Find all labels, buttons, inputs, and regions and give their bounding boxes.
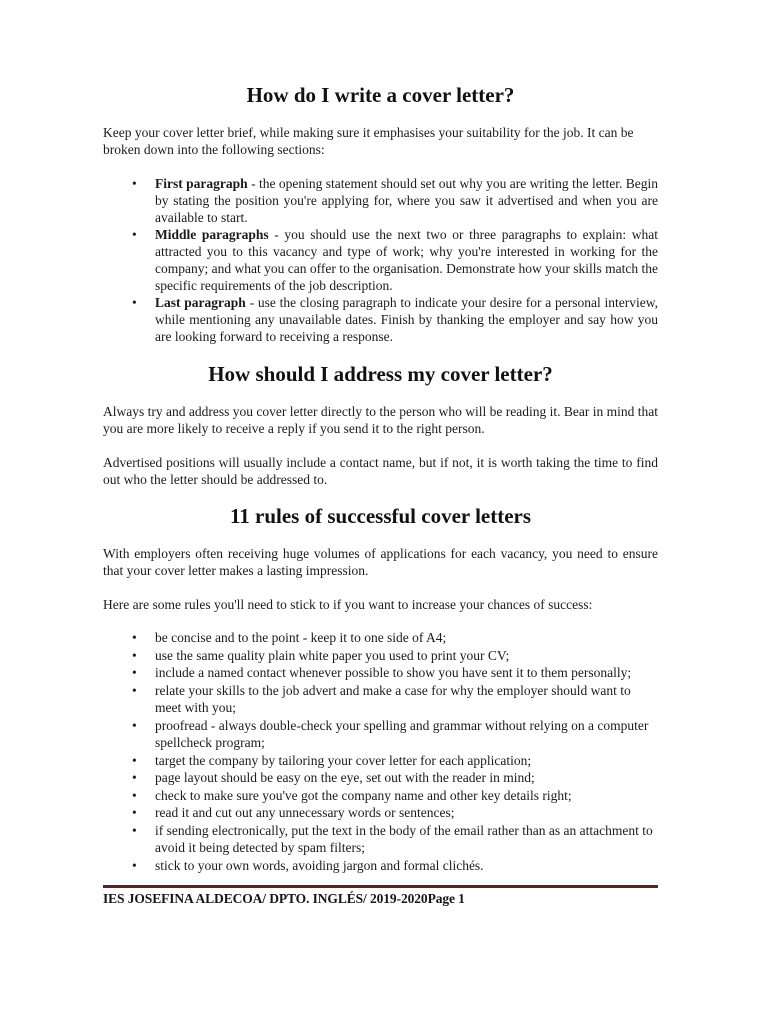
list-item-lead: Last paragraph xyxy=(155,295,246,310)
list-item-lead: First paragraph xyxy=(155,176,248,191)
rule-item: • be concise and to the point - keep it to one side of A4; xyxy=(103,629,658,647)
list-item xyxy=(103,226,658,294)
section-title-write-cover-letter: How do I write a cover letter? xyxy=(246,83,515,107)
rule-item: • if sending electronically, put the text in the body of the email rather than as an attachment to avoid it being detected by spam filters; xyxy=(103,822,658,857)
rule-item: • page layout should be easy on the eye, set out with the reader in mind; xyxy=(103,769,658,787)
rule-item: • stick to your own words, avoiding jargon and formal clichés. xyxy=(103,857,658,875)
paragraph: Advertised positions will usually include a contact name, but if not, it is worth taking the time to find out who the letter should be addressed to. xyxy=(103,455,658,487)
rule-item: • proofread - always double-check your spelling and grammar without relying on a computer spellcheck program; xyxy=(103,717,658,752)
rule-item: • read it and cut out any unnecessary words or sentences; xyxy=(103,804,658,822)
cover-letter-sections-list xyxy=(103,175,658,345)
section-title-11-rules: 11 rules of successful cover letters xyxy=(229,504,532,528)
rule-item: • target the company by tailoring your cover letter for each application; xyxy=(103,752,658,770)
paragraph: Here are some rules you'll need to stick to if you want to increase your chances of success: xyxy=(103,597,593,612)
footer-text: IES JOSEFINA ALDECOA/ DPTO. INGLÉS/ 2019-2020Page 1 xyxy=(103,891,465,906)
list-item-text: - the opening statement should set out why you are writing the letter. Begin by stating the position you're applying for, where you saw it advertised and when you are available to start. xyxy=(155,176,659,225)
rule-item: • include a named contact whenever possible to show you have sent it to them personally; xyxy=(103,664,658,682)
list-item-lead: Middle paragraphs xyxy=(155,227,269,242)
intro-paragraph: Keep your cover letter brief, while making sure it emphasises your suitability for the job. It can be broken down into the following sections: xyxy=(103,125,634,157)
paragraph: With employers often receiving huge volumes of applications for each vacancy, you need to ensure that your cover letter makes a lasting impression. xyxy=(103,546,658,578)
rule-item: • use the same quality plain white paper you used to print your CV; xyxy=(103,647,658,665)
paragraph: Always try and address you cover letter directly to the person who will be reading it. Bear in mind that you are more likely to receive a reply if you send it to the right person. xyxy=(103,404,658,436)
list-item-text: - use the closing paragraph to indicate your desire for a personal interview, while mentioning any unavailable dates. Finish by thanking the employer and say how you are looking forward to receiving a response. xyxy=(155,295,658,344)
footer-divider xyxy=(103,885,658,888)
page-footer xyxy=(103,885,658,908)
list-item xyxy=(103,294,658,345)
rules-list xyxy=(103,629,658,874)
list-item-text: - you should use the next two or three paragraphs to explain: what attracted you to this vacancy and type of work; why you're interested in working for the company; and what you can offer to the organisation. Demonstrate how your skills match the specific requirements of the job description. xyxy=(155,227,659,293)
list-item xyxy=(103,175,658,226)
rule-item: • check to make sure you've got the company name and other key details right; xyxy=(103,787,658,805)
rule-item: • relate your skills to the job advert and make a case for why the employer should want to meet with you; xyxy=(103,682,658,717)
section-title-address-cover-letter: How should I address my cover letter? xyxy=(208,362,553,386)
